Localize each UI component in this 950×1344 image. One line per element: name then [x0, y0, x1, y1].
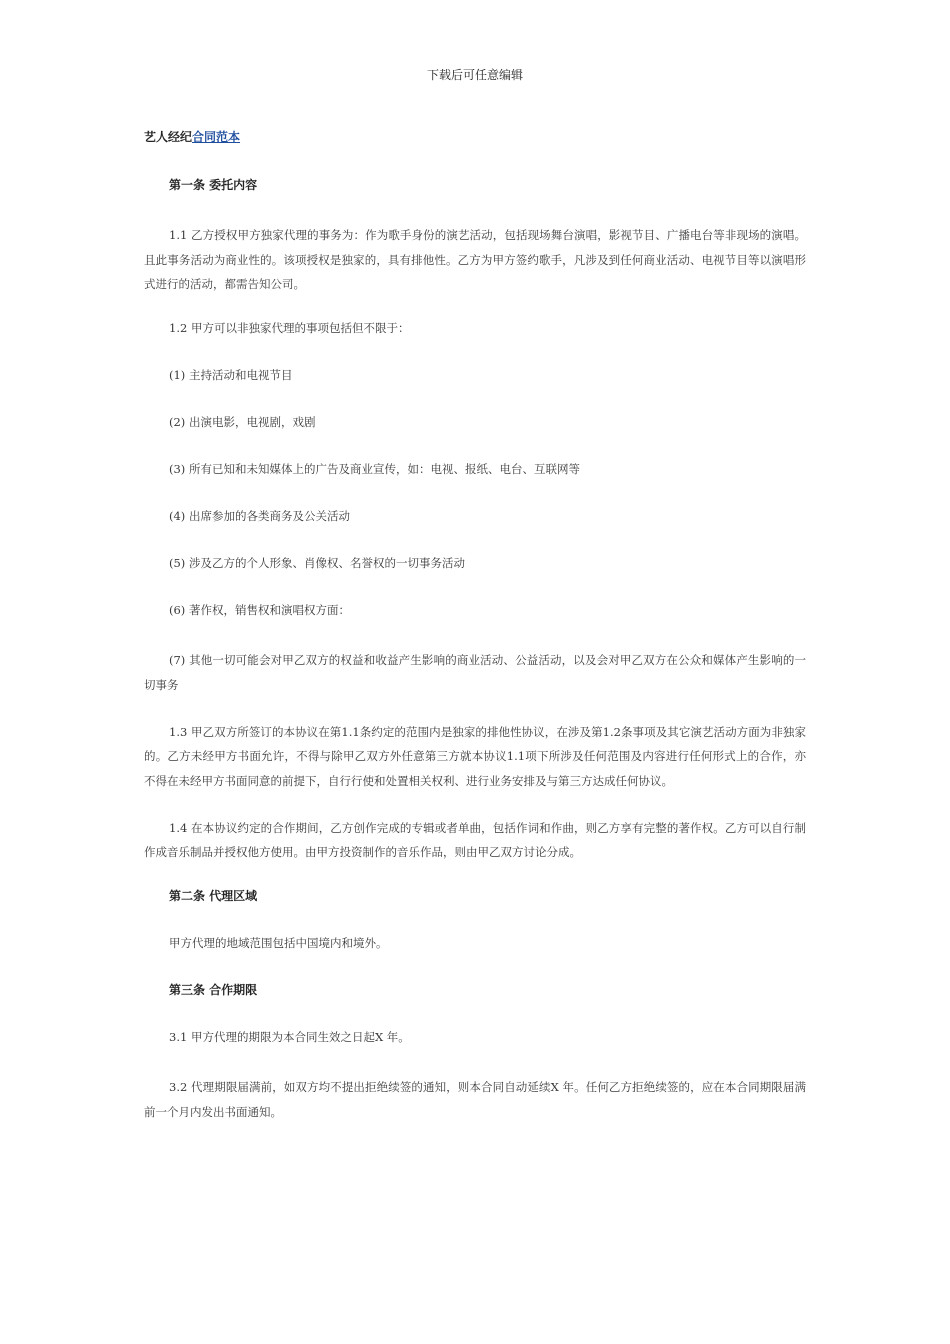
section-heading-1: 第一条 委托内容	[169, 178, 258, 192]
list-item-7: (7) 其他一切可能会对甲乙双方的权益和收益产生影响的商业活动、公益活动，以及会对甲乙双方在公众和媒体产生影响的一切事务	[144, 653, 806, 692]
list-item-4: (4) 出席参加的各类商务及公关活动	[169, 509, 350, 523]
list-item-3: (3) 所有已知和未知媒体上的广告及商业宣传，如：电视、报纸、电台、互联网等	[169, 462, 580, 476]
clause-3-1: 3.1 甲方代理的期限为本合同生效之日起X 年。	[169, 1030, 410, 1044]
document-title	[144, 128, 806, 146]
clause-1-2: 1.2 甲方可以非独家代理的事项包括但不限于：	[169, 321, 410, 335]
clause-2-body: 甲方代理的地域范围包括中国境内和境外。	[169, 936, 388, 950]
header-note: 下载后可任意编辑	[426, 68, 523, 82]
title-text: 艺人经纪	[144, 130, 193, 144]
list-item-6: (6) 著作权，销售权和演唱权方面：	[169, 603, 350, 617]
contract-template-link[interactable]: 合同范本	[192, 130, 241, 144]
list-item-5: (5) 涉及乙方的个人形象、肖像权、名誉权的一切事务活动	[169, 556, 465, 570]
list-item-1: (1) 主持活动和电视节目	[169, 368, 293, 382]
list-item-2: (2) 出演电影，电视剧，戏剧	[169, 415, 316, 429]
clause-3-2: 3.2 代理期限届满前，如双方均不提出拒绝续签的通知，则本合同自动延续X 年。任何乙方拒绝续签的，应在本合同期限届满前一个月内发出书面通知。	[144, 1080, 806, 1119]
clause-1-4: 1.4 在本协议约定的合作期间，乙方创作完成的专辑或者单曲，包括作词和作曲，则乙方享有完整的著作权。乙方可以自行制作成音乐制品并授权他方使用。由甲方投资制作的音乐作品，则由甲乙双方讨论分成。	[144, 820, 806, 859]
section-heading-2: 第二条 代理区域	[169, 889, 258, 903]
clause-1-1: 1.1 乙方授权甲方独家代理的事务为：作为歌手身份的演艺活动，包括现场舞台演唱，影视节目、广播电台等非现场的演唱。且此事务活动为商业性的。该项授权是独家的，具有排他性。乙方为甲方签约歌手，凡涉及到任何商业活动、电视节目等以演唱形式进行的活动，都需告知公司。	[144, 228, 806, 291]
section-heading-3: 第三条 合作期限	[169, 983, 258, 997]
clause-1-3: 1.3 甲乙双方所签订的本协议在第1.1条约定的范围内是独家的排他性协议，在涉及第1.2条事项及其它演艺活动方面为非独家的。乙方未经甲方书面允许，不得与除甲乙双方外任意第三方就本协议1.1项下所涉及任何范围及内容进行任何形式上的合作，亦不得在未经甲方书面同意的前提下，自行行使和处置相关权利、进行业务安排及与第三方达成任何协议。	[144, 724, 806, 788]
document-body	[144, 128, 806, 1147]
